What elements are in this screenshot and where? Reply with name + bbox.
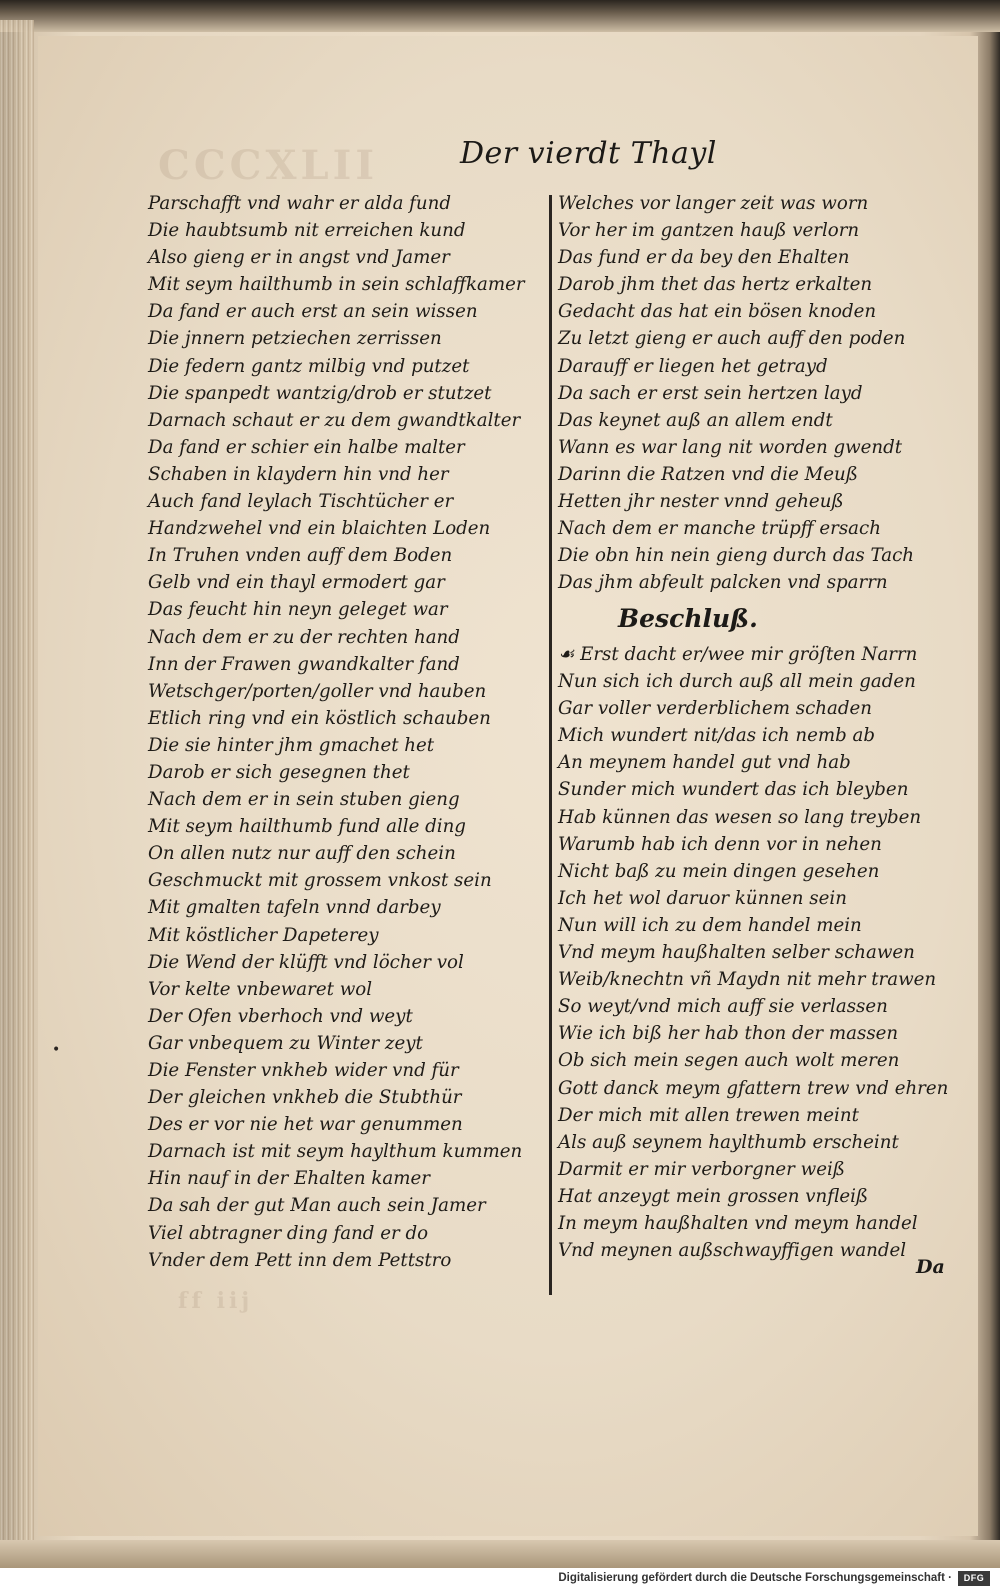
verse-line: In meym haußhalten vnd meym handel xyxy=(558,1212,918,1234)
verse-line: Handzwehel vnd ein blaichten Loden xyxy=(148,518,491,540)
verse-line: Darmit er mir verborgner weiß xyxy=(558,1158,845,1180)
verse-line: Vor her im gantzen hauß verlorn xyxy=(558,220,860,242)
verse-line: Wann es war lang nit worden gwendt xyxy=(558,436,903,458)
section-heading: Beschluß. xyxy=(618,604,758,633)
verse-line: Mit seym hailthumb in sein schlaffkamer xyxy=(148,274,525,296)
verse-line: Mich wundert nit/das ich nemb ab xyxy=(558,725,876,747)
verse-line: Gedacht das hat ein bösen knoden xyxy=(558,301,877,323)
verse-line: Also gieng er in angst vnd Jamer xyxy=(148,247,450,269)
verse-line: On allen nutz nur auff den schein xyxy=(148,843,456,865)
page-edges xyxy=(0,20,34,1540)
verse-line: Zu letzt gieng er auch auff den poden xyxy=(558,328,906,350)
verse-line: Etlich ring vnd ein köstlich schauben xyxy=(148,707,491,729)
verse-line: So weyt/vnd mich auff sie verlassen xyxy=(558,996,888,1018)
verse-line: Vnd meynen außschwayffigen wandel xyxy=(558,1240,907,1262)
verse-line: Nicht baß zu mein dingen gesehen xyxy=(558,860,880,882)
verse-line: Da sach er erst sein hertzen layd xyxy=(558,382,863,404)
verse-line: Weib/knechtn vñ Maydn nit mehr trawen xyxy=(558,969,937,991)
verse-line: Hetten jhr nester vnnd geheuß xyxy=(558,491,844,513)
verse-line: Darnach schaut er zu dem gwandtkalter xyxy=(148,409,521,431)
right-column-bottom xyxy=(558,641,949,1264)
verse-line: Nach dem er manche trüpff ersach xyxy=(558,518,881,540)
footer-credit: Digitalisierung gefördert durch die Deutsche Forschungsgemeinschaft · xyxy=(558,1572,952,1584)
verse-line: Wetschger/porten/goller vnd hauben xyxy=(148,680,487,702)
verse-line: In Truhen vnden auff dem Boden xyxy=(148,545,453,567)
verse-line: Mit gmalten tafeln vnnd darbey xyxy=(148,897,441,919)
verse-line: Nach dem er zu der rechten hand xyxy=(148,626,460,648)
verse-line: Mit köstlicher Dapeterey xyxy=(148,924,379,946)
verse-line: Das fund er da bey den Ehalten xyxy=(558,247,850,269)
book-top-edge xyxy=(0,0,1000,32)
verse-line: Nun will ich zu dem handel mein xyxy=(558,914,862,936)
verse-line: Wie ich biß her hab thon der massen xyxy=(558,1023,899,1045)
verse-line: Die sie hinter jhm gmachet het xyxy=(148,734,435,756)
catchword: Da xyxy=(916,1256,945,1278)
margin-dot: • xyxy=(52,1042,61,1058)
verse-line: Geschmuckt mit grossem vnkost sein xyxy=(148,870,492,892)
verse-line: Da sah der gut Man auch sein Jamer xyxy=(148,1195,486,1217)
verse-line: Viel abtragner ding fand er do xyxy=(148,1222,429,1244)
column-rule xyxy=(549,195,552,1295)
dfg-logo: DFG xyxy=(958,1571,990,1586)
verse-line: Hab künnen das wesen so lang treyben xyxy=(558,806,922,828)
bleed-through-foot: ff iij xyxy=(178,1288,254,1314)
verse-line: Gelb vnd ein thayl ermodert gar xyxy=(148,572,445,594)
verse-line: Der gleichen vnkheb die Stubthür xyxy=(148,1087,462,1109)
verse-line: Vnder dem Pett inn dem Pettstro xyxy=(148,1249,452,1271)
verse-line: Der Ofen vberhoch vnd weyt xyxy=(148,1005,413,1027)
left-column xyxy=(148,190,543,1274)
verse-line: Die jnnern petziechen zerrissen xyxy=(148,328,442,350)
bleed-through-head: CCCXLII xyxy=(158,142,379,189)
verse-line: Hat anzeygt mein grossen vnfleiß xyxy=(558,1185,869,1207)
verse-line: Als auß seynem haylthumb erscheint xyxy=(558,1131,899,1153)
verse-line: Gott danck meym gfattern trew vnd ehren xyxy=(558,1077,949,1099)
verse-line: Gar vnbequem zu Winter zeyt xyxy=(148,1032,423,1054)
verse-line: Vor kelte vnbewaret wol xyxy=(148,978,373,1000)
verse-line: Schaben in klaydern hin vnd her xyxy=(148,463,449,485)
verse-line: Auch fand leylach Tischtücher er xyxy=(148,491,454,513)
verse-line: Die haubtsumb nit erreichen kund xyxy=(148,220,466,242)
book-bottom-edge xyxy=(0,1540,1000,1568)
verse-line: Des er vor nie het war genummen xyxy=(148,1114,463,1136)
verse-line: Nach dem er in sein stuben gieng xyxy=(148,789,460,811)
verse-line: Die obn hin nein gieng durch das Tach xyxy=(558,545,914,567)
verse-line: Da fand er schier ein halbe malter xyxy=(148,436,465,458)
verse-line: Warumb hab ich denn vor in nehen xyxy=(558,833,882,855)
verse-line: Die Wend der klüfft vnd löcher vol xyxy=(148,951,464,973)
verse-line: Darob er sich gesegnen thet xyxy=(148,761,410,783)
verse-line: Die Fenster vnkheb wider vnd für xyxy=(148,1060,459,1081)
verse-line: Das feucht hin neyn geleget war xyxy=(148,599,448,621)
verse-line: Sunder mich wundert das ich bleyben xyxy=(558,779,909,801)
verse-line: Darinn die Ratzen vnd die Meuß xyxy=(558,463,858,485)
verse-line: Vnd meym haußhalten selber schawen xyxy=(558,942,915,964)
verse-line: Mit seym hailthumb fund alle ding xyxy=(148,816,466,838)
verse-line: Ich het wol daruor künnen sein xyxy=(558,887,847,909)
verse-line: Die spanpedt wantzig/drob er stutzet xyxy=(148,382,492,404)
verse-line: Welches vor langer zeit was worn xyxy=(558,193,869,214)
verse-line: Darnach ist mit seym haylthum kummen xyxy=(148,1141,523,1163)
verse-line: Das jhm abfeult palcken vnd sparrn xyxy=(558,572,888,594)
right-column-top xyxy=(558,190,928,596)
verse-line: Die federn gantz milbig vnd putzet xyxy=(148,355,470,377)
verse-line: ☙ Erst dacht er/wee mir gröſten Narrn xyxy=(558,644,918,665)
verse-line: Darob jhm thet das hertz erkalten xyxy=(558,274,873,296)
verse-line: An meynem handel gut vnd hab xyxy=(558,752,851,774)
verse-line: Parschafft vnd wahr er alda fund xyxy=(148,193,451,214)
footer xyxy=(0,1568,1000,1591)
verse-line: Hin nauf in der Ehalten kamer xyxy=(148,1168,430,1190)
verse-line: Darauff er liegen het getrayd xyxy=(558,355,828,377)
verse-line: Das keynet auß an allem endt xyxy=(558,409,833,431)
verse-line: Der mich mit allen trewen meint xyxy=(558,1104,859,1126)
verse-line: Ob sich mein segen auch wolt meren xyxy=(558,1050,900,1072)
verse-line: Nun sich ich durch auß all mein gaden xyxy=(558,671,916,693)
verse-line: Inn der Frawen gwandkalter fand xyxy=(148,653,460,675)
verse-line: Gar voller verderblichem schaden xyxy=(558,698,872,720)
verse-line: Da fand er auch erst an sein wissen xyxy=(148,301,478,323)
running-head: Der vierdt Thayl xyxy=(460,136,717,171)
